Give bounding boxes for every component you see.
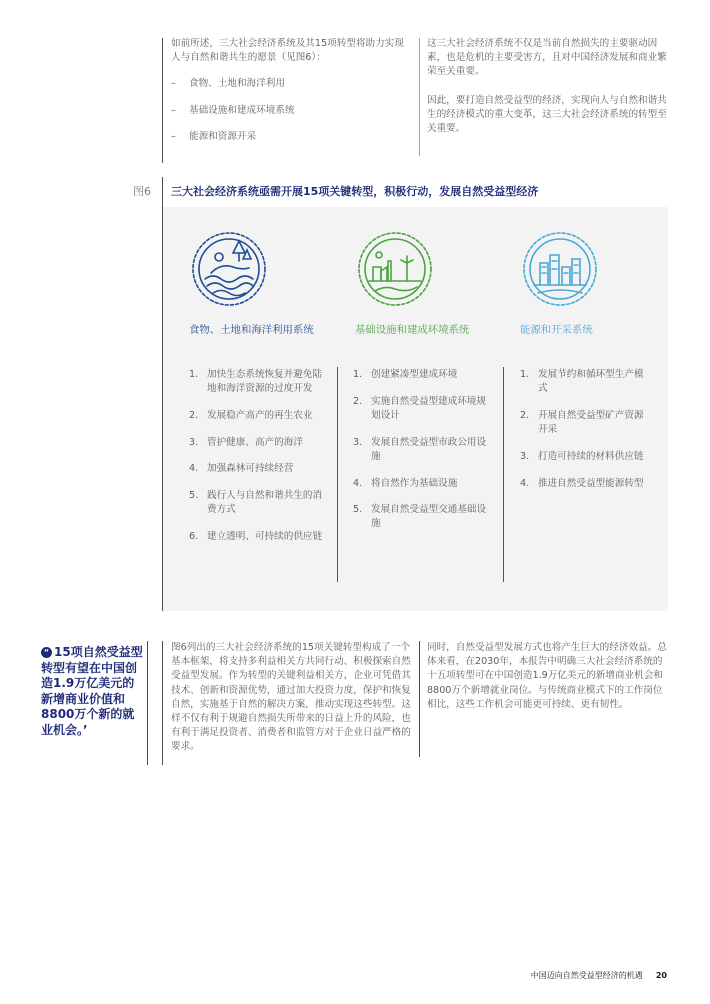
list-item: 5. 践行人与自然和谐共生的消费方式 xyxy=(189,490,323,516)
intro-right-paragraph-1: 这三大社会经济系统不仅是当前自然损失的主要驱动因素，也是危机的主要受害方，且对中国经济发展和商业繁荣至关重要。 xyxy=(427,38,667,78)
list-item: 4. 推进自然受益型能源转型 xyxy=(520,477,644,489)
system-title-energy: 能源和开采系统 xyxy=(520,324,593,336)
figure-label: 图6 xyxy=(133,185,151,198)
list-item: – 基础设施和建成环境系统 xyxy=(171,104,295,116)
quote-closing: ’ xyxy=(83,722,88,737)
list-item: 5. 发展自然受益型交通基础设施 xyxy=(353,504,487,530)
list-item: 4. 加强森林可持续经营 xyxy=(189,463,294,475)
food-land-ocean-icon xyxy=(189,229,269,309)
list-item: 3. 发展自然受益型市政公用设施 xyxy=(353,436,487,462)
list-item: 1. 发展节约和循环型生产模式 xyxy=(520,369,644,395)
system-items-energy xyxy=(520,368,650,503)
figure-panel xyxy=(163,207,668,611)
list-item: 2. 实施自然受益型建成环境规划设计 xyxy=(353,395,487,421)
intro-left-rule xyxy=(162,38,163,163)
bottom-right-paragraph: 同时，自然受益型发展方式也将产生巨大的经济效益。总体来看，在2030年，本报告中明确三大社会经济系统的十五项转型可在中国创造1.9万亿美元的新增商业机会和8800万个新增就业岗位。与传统商业模式下的工作岗位相比，这些工作机会可能更可持续、更有韧性。 xyxy=(427,642,667,710)
system-title-infrastructure: 基础设施和建成环境系统 xyxy=(355,324,470,336)
system-title-food: 食物、土地和海洋利用系统 xyxy=(189,324,314,336)
list-item: 6. 建立透明、可持续的供应链 xyxy=(189,530,323,542)
list-item: 2. 开展自然受益型矿产资源开采 xyxy=(520,409,644,436)
page-number: 20 xyxy=(655,971,667,980)
system-items-infrastructure xyxy=(353,368,488,544)
footer-title: 中国迈向自然受益型经济的机遇 xyxy=(530,971,643,980)
quote-icon: “ xyxy=(41,647,52,658)
intro-right-paragraph-2: 因此，要打造自然受益型的经济，实现向人与自然和谐共生的经济模式的重大变革，这三大社会经济系统的转型至关重要。 xyxy=(427,94,667,135)
bottom-left-rule xyxy=(162,641,163,765)
list-item: 1. 创建紧凑型建成环境 xyxy=(353,369,458,380)
intro-right-column xyxy=(427,37,667,145)
figure-title: 三大社会经济系统亟需开展15项关键转型，积极行动，发展自然受益型经济 xyxy=(171,185,539,198)
list-item: – 食物、土地和海洋利用 xyxy=(171,78,285,90)
column-divider-1 xyxy=(337,367,338,582)
list-item: 4. 将自然作为基础设施 xyxy=(353,477,458,489)
quote-text: 15项自然受益型转型有望在中国创造1.9万亿美元的新增商业价值和8800万个新的就业机会。 xyxy=(41,645,143,737)
intro-left-column xyxy=(171,37,411,156)
bottom-left-paragraph: 图6列出的三大社会经济系统的15项关键转型构成了一个基本框架，将支持多利益相关方共同行动、积极探索自然受益型发展。作为转型的关键利益相关方，企业可凭借其技术、创新和资源优势，通过加大投资力度，保护和恢复自然，实施基于自然的解决方案，推动实现这些转型。这样不仅有利于规避自然损失所带来的日益上升的风险，也有利于满足投资者、消费者和监管方对于企业日益严格的要求。 xyxy=(171,642,411,753)
intro-right-rule xyxy=(419,38,420,156)
list-item: – 能源和资源开采 xyxy=(171,130,257,142)
list-item: 2. 发展稳产高产的再生农业 xyxy=(189,409,313,421)
quote-rule xyxy=(147,641,148,765)
system-items-food xyxy=(189,368,323,557)
bottom-right-rule xyxy=(419,641,420,757)
list-item: 1. 加快生态系统恢复并避免陆地和海洋资源的过度开发 xyxy=(189,369,323,395)
infrastructure-icon xyxy=(355,229,435,309)
pull-quote xyxy=(41,645,145,738)
intro-dash-list xyxy=(171,77,411,144)
list-item: 3. 打造可持续的材料供应链 xyxy=(520,450,644,462)
energy-extraction-icon xyxy=(520,229,600,309)
column-divider-2 xyxy=(503,367,504,582)
page-footer xyxy=(531,963,667,982)
intro-paragraph: 如前所述，三大社会经济系统及其15项转型将助力实现人与自然和谐共生的愿景（见图6）： xyxy=(171,38,404,64)
list-item: 3. 管护健康、高产的海洋 xyxy=(189,436,303,448)
